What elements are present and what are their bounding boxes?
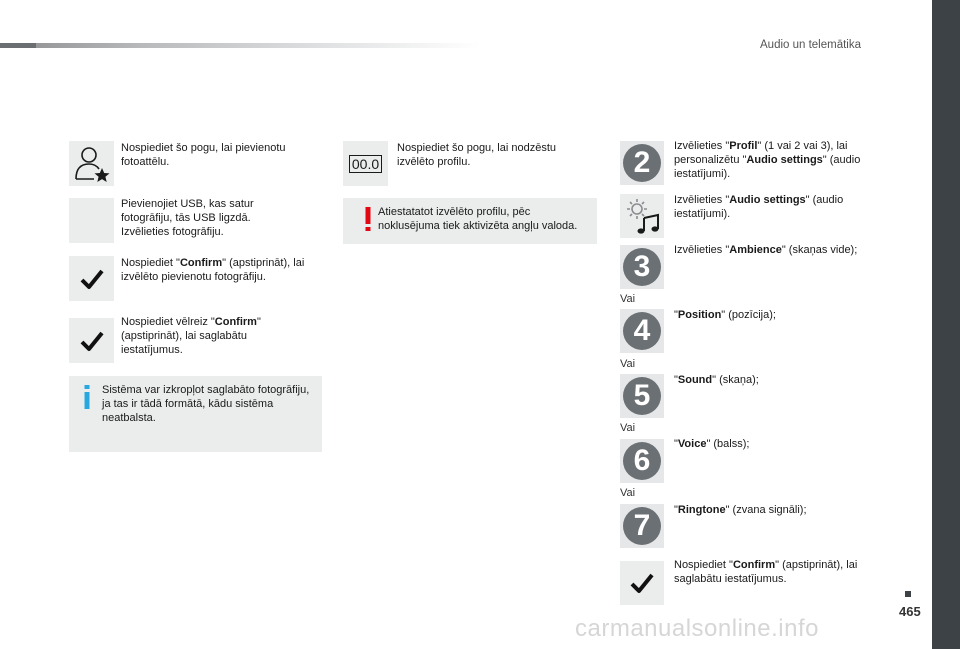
usb-icon-box xyxy=(69,198,114,243)
confirm-settings-bold: Confirm xyxy=(732,559,776,571)
step-6-bold: Voice xyxy=(677,438,707,450)
step-3-text xyxy=(674,243,884,257)
display-readout: 00.0 xyxy=(349,155,382,173)
step-2-mid: " (1 vai 2 vai 3), lai personalizētu " xyxy=(674,140,848,166)
step-6-badge xyxy=(620,439,664,483)
watermark: carmanualsonline.info xyxy=(575,615,819,642)
confirm-settings-box xyxy=(620,561,664,605)
warning-icon xyxy=(365,207,371,231)
chapter-title: Audio un telemātika xyxy=(760,39,862,51)
confirm-photo-text xyxy=(121,256,321,284)
audio-settings-bold: Audio settings xyxy=(729,194,806,206)
step-3-badge xyxy=(620,245,664,289)
confirm-photo-post: " (apstiprināt), lai izvēlēto pievienotu fotogrāfiju. xyxy=(121,257,305,283)
audio-settings-text xyxy=(674,193,874,221)
checkmark-icon xyxy=(630,572,654,594)
step-5-bold: Sound xyxy=(677,374,713,386)
step-2-bold-2: Audio settings xyxy=(746,154,823,166)
step-2-pre: Izvēlieties " xyxy=(674,140,730,152)
step-6-pre: " xyxy=(674,438,678,450)
step-5-pre: " xyxy=(674,374,678,386)
step-4-post: " (pozīcija); xyxy=(721,309,776,321)
step-4-bold: Position xyxy=(677,309,722,321)
step-5-badge xyxy=(620,374,664,418)
step-2-number: 2 xyxy=(623,144,661,182)
confirm-settings-post: " (apstiprināt), lai saglabātu iestatījumus. xyxy=(674,559,858,585)
step-4-badge xyxy=(620,309,664,353)
warning-note xyxy=(343,198,597,244)
step-7-post: " (zvana signāli); xyxy=(725,504,807,516)
step-5-post: " (skaņa); xyxy=(712,374,759,386)
step-4-text xyxy=(674,308,874,322)
step-4-pre: " xyxy=(674,309,678,321)
or-label-1: Vai xyxy=(620,293,636,305)
usb-photo-text: Pievienojiet USB, kas satur fotogrāfiju, tās USB ligzdā. Izvēlieties fotogrāfiju. xyxy=(121,198,254,238)
step-6-post: " (balss); xyxy=(706,438,750,450)
confirm-again-bold: Confirm xyxy=(214,316,257,328)
or-label-2: Vai xyxy=(620,358,636,370)
confirm-again-box xyxy=(69,318,114,363)
step-5-text xyxy=(674,373,874,387)
page-marker xyxy=(905,591,911,597)
step-6-number: 6 xyxy=(623,442,661,480)
step-7-number: 7 xyxy=(623,507,661,545)
or-label-4: Vai xyxy=(620,487,636,499)
step-2-badge xyxy=(620,141,664,185)
reset-profile-text: Nospiediet šo pogu, lai nodzēstu izvēlēto profilu. xyxy=(397,142,556,168)
step-3-pre: Izvēlieties " xyxy=(674,244,730,256)
info-note-text: Sistēma var izkropļot saglabāto fotogrāfiju, ja tas ir tādā formātā, kādu sistēma neatbalsta. xyxy=(102,384,310,424)
or-label-3: Vai xyxy=(620,422,636,434)
info-note xyxy=(69,376,322,452)
warning-note-text: Atiestatatot izvēlēto profilu, pēc noklusējuma tiek aktivizēta angļu valoda. xyxy=(378,206,578,232)
step-2-post: " (audio iestatījumi). xyxy=(674,154,861,180)
confirm-again-text xyxy=(121,315,291,357)
gear-music-icon xyxy=(622,196,662,236)
header-rule xyxy=(0,43,480,48)
confirm-photo-box xyxy=(69,256,114,301)
add-photo-text: Nospiediet šo pogu, lai pievienotu fotoattēlu. xyxy=(121,142,286,168)
page-number: 465 xyxy=(899,604,921,619)
add-photo-icon-box xyxy=(69,141,114,186)
confirm-photo-pre: Nospiediet " xyxy=(121,257,180,269)
step-3-number: 3 xyxy=(623,248,661,286)
confirm-again-post: " (apstiprināt), lai saglabātu iestatījumus. xyxy=(121,316,261,356)
step-7-bold: Ringtone xyxy=(677,504,726,516)
checkmark-icon xyxy=(80,330,104,352)
step-4-number: 4 xyxy=(623,312,661,350)
audio-settings-pre: Izvēlieties " xyxy=(674,194,730,206)
step-7-badge xyxy=(620,504,664,548)
confirm-photo-bold: Confirm xyxy=(179,257,223,269)
confirm-settings-pre: Nospiediet " xyxy=(674,559,733,571)
step-7-pre: " xyxy=(674,504,678,516)
checkmark-icon xyxy=(80,268,104,290)
info-icon xyxy=(83,385,91,409)
confirm-settings-text xyxy=(674,558,874,586)
audio-settings-box xyxy=(620,194,664,238)
step-3-post: " (skaņas vide); xyxy=(781,244,858,256)
reset-profile-box xyxy=(343,141,388,186)
step-2-text xyxy=(674,139,874,181)
page-edge-tab xyxy=(932,0,960,649)
step-6-text xyxy=(674,437,874,451)
step-3-bold: Ambience xyxy=(729,244,782,256)
audio-settings-post: " (audio iestatījumi). xyxy=(674,194,844,220)
confirm-again-pre: Nospiediet vēlreiz " xyxy=(121,316,215,328)
step-5-number: 5 xyxy=(623,377,661,415)
step-2-bold-1: Profil xyxy=(729,140,758,152)
user-star-icon xyxy=(72,144,112,184)
step-7-text xyxy=(674,503,874,517)
